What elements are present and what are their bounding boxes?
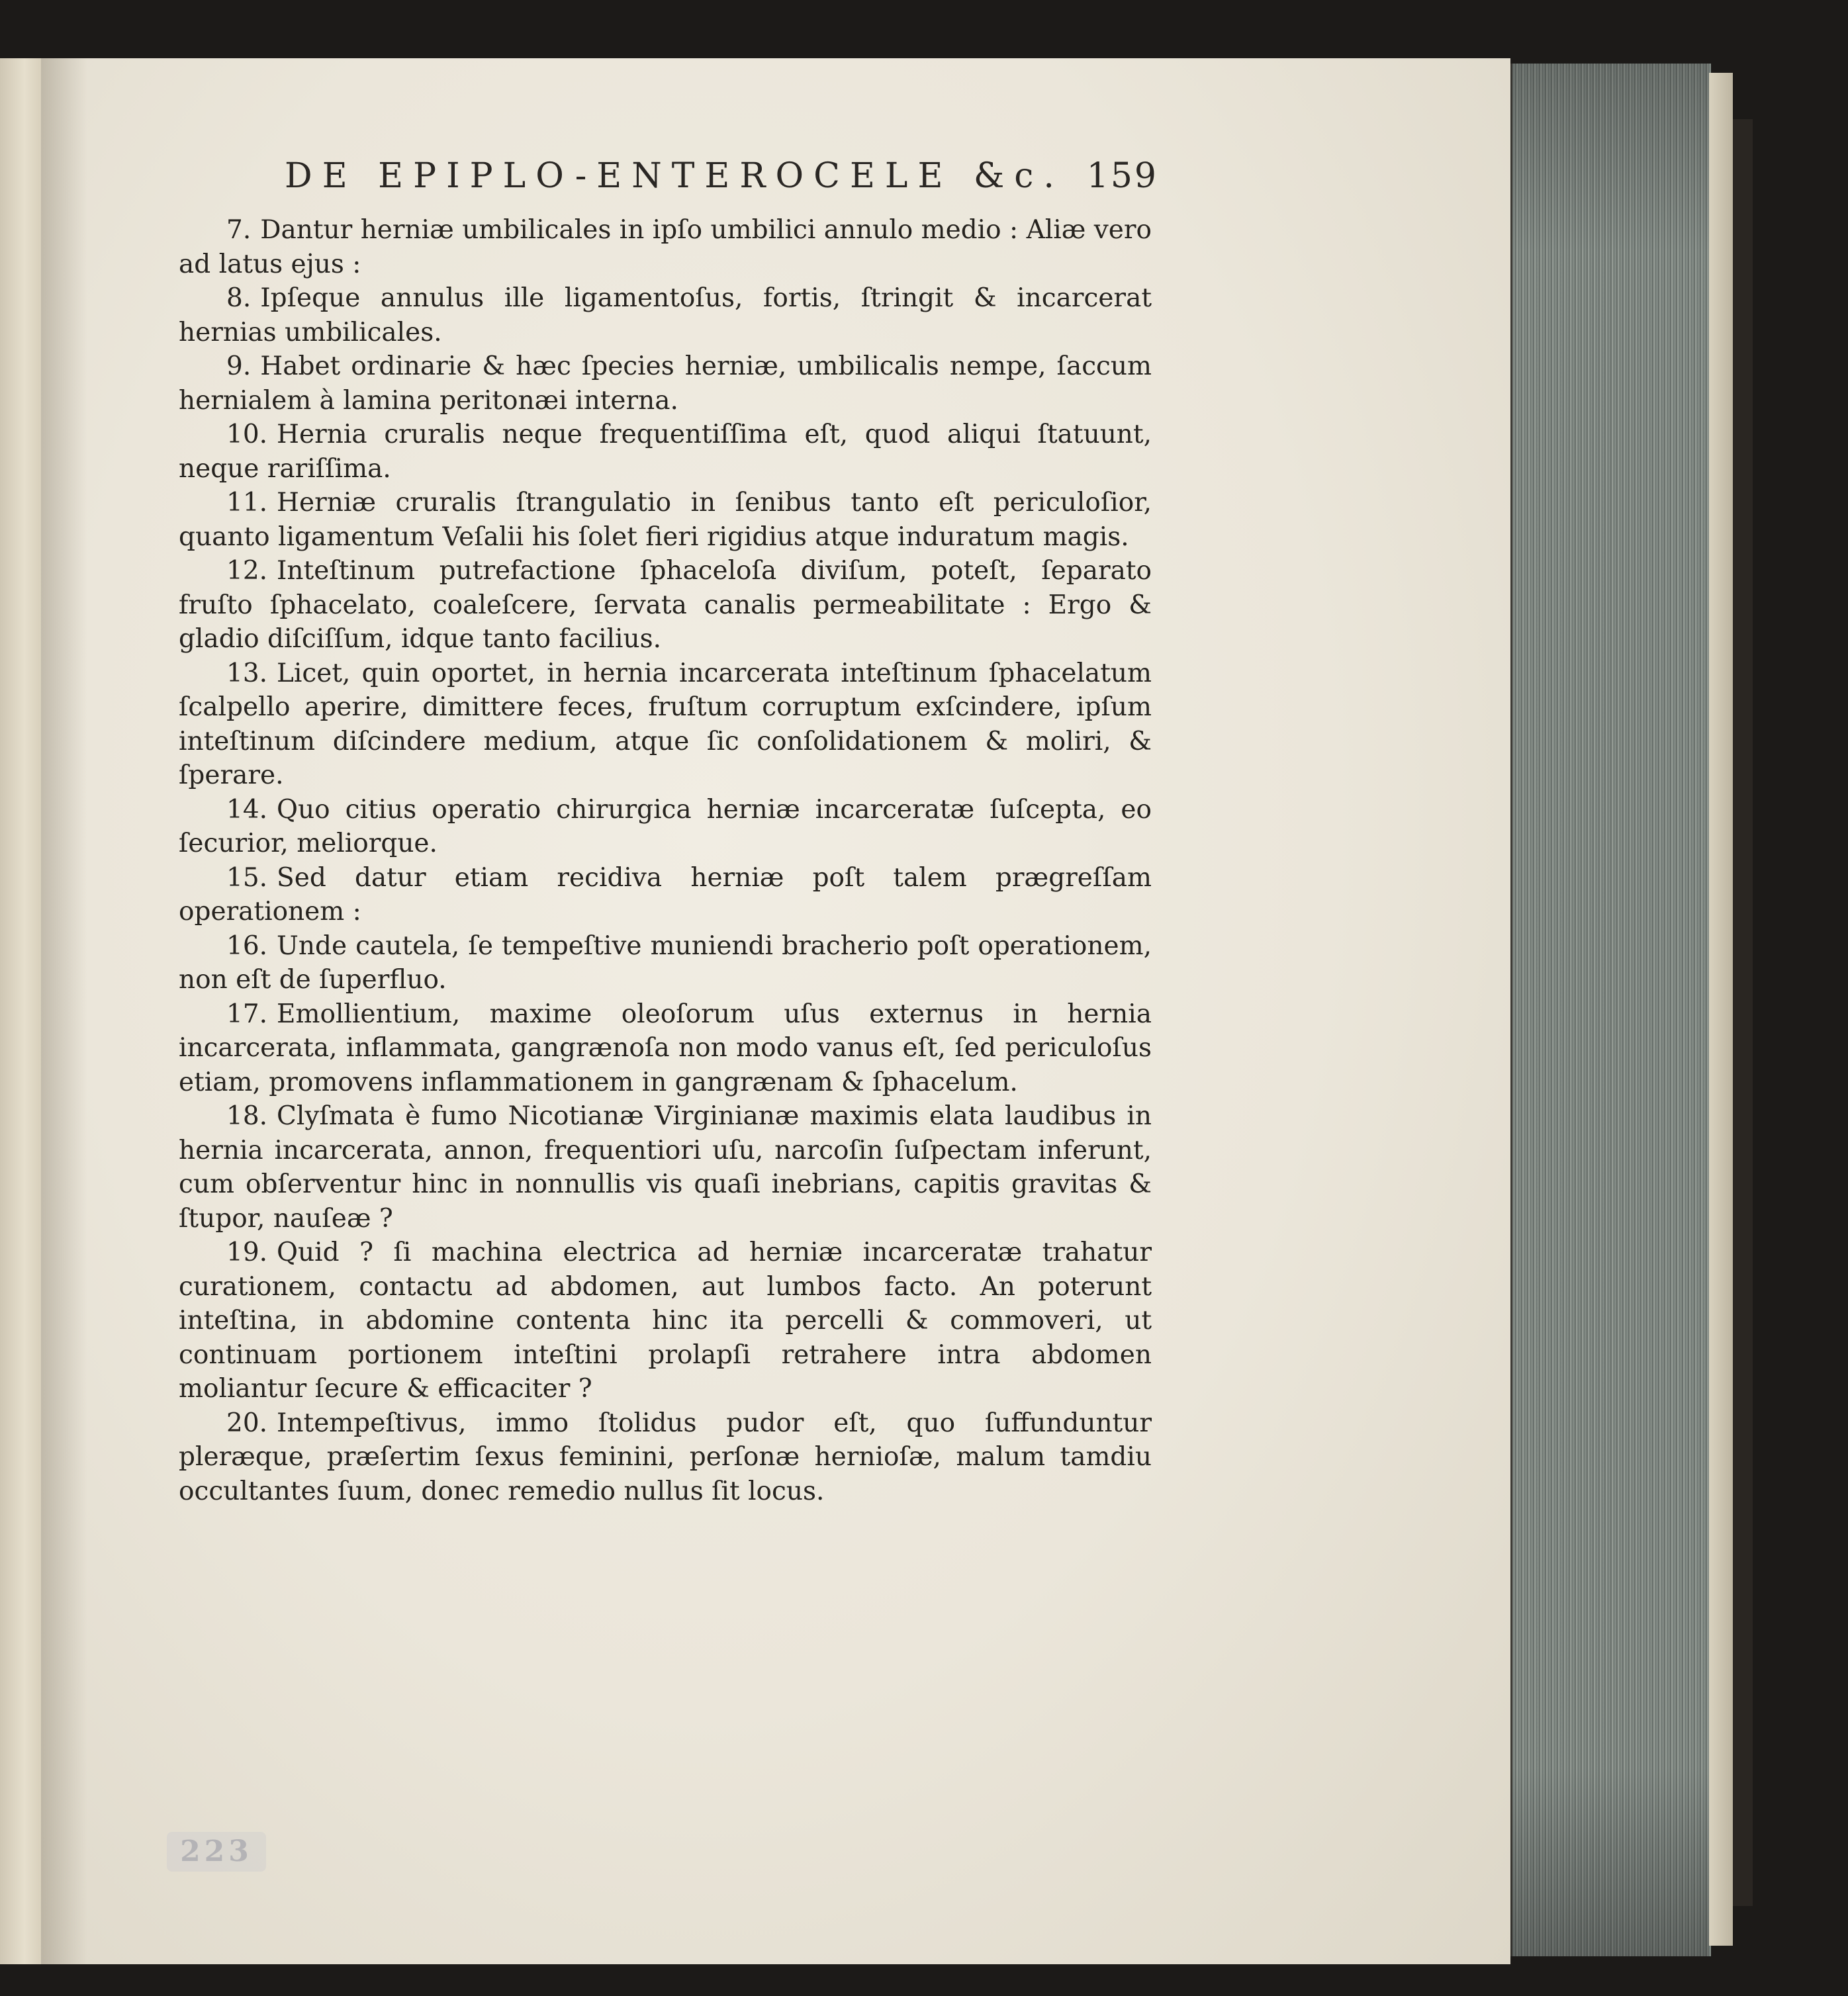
thesis-number: 14. — [226, 794, 268, 825]
thesis-number: 8. — [226, 283, 252, 313]
thesis-paragraph — [179, 657, 1152, 793]
thesis-paragraph — [179, 418, 1152, 486]
thesis-paragraph — [179, 1406, 1152, 1509]
thesis-text: Clyſmata è fumo Nicotianæ Virginianæ maximis elata laudibus in hernia incarcerata, annon, frequentiori uſu, narcoſin ſuſpectam inferunt, cum obſerventur hinc in nonnullis vis quaſi inebrians, capitis gravitas & ſtupor, nauſeæ ? — [179, 1101, 1152, 1234]
thesis-paragraph — [179, 861, 1152, 929]
thesis-text: Hernia cruralis neque frequentiſſima eſt, quod aliqui ſtatuunt, neque rariſſima. — [179, 420, 1152, 484]
page-number: 159 — [1086, 156, 1158, 196]
thesis-text: Herniæ cruralis ſtrangulatio in ſenibus tanto eſt periculoſior, quanto ligamentum Veſalii his ſolet fieri rigidius atque induratum magis. — [179, 488, 1152, 552]
page-gutter-shadow — [41, 58, 87, 1964]
thesis-number: 7. — [226, 215, 252, 245]
running-head-title: DE EPIPLO-ENTEROCELE &c. — [285, 156, 1064, 196]
thesis-text: Quo citius operatio chirurgica herniæ incarceratæ ſuſcepta, eo ſecurior, meliorque. — [179, 794, 1152, 858]
thesis-paragraph — [179, 213, 1152, 281]
thesis-number: 17. — [226, 999, 268, 1029]
thesis-number: 20. — [226, 1408, 268, 1438]
thesis-paragraph — [179, 793, 1152, 861]
thesis-number: 10. — [226, 420, 268, 449]
thesis-number: 19. — [226, 1238, 268, 1267]
thesis-number: 15. — [226, 862, 268, 893]
thesis-text: Sed datur etiam recidiva herniæ poſt talem prægreſſam operationem : — [179, 862, 1152, 927]
thesis-number: 9. — [226, 351, 252, 381]
thesis-paragraph — [179, 349, 1152, 418]
running-head — [285, 156, 1158, 203]
facing-page-edge — [0, 58, 42, 1964]
thesis-text: Unde cautela, ſe tempeſtive muniendi bracherio poſt operationem, non eſt de ſuperfluo. — [179, 930, 1152, 995]
thesis-number: 12. — [226, 556, 268, 586]
cover-spine-shadow — [1733, 119, 1753, 1906]
cover-edge — [1709, 73, 1733, 1946]
thesis-text: Ipſeque annulus ille ligamentoſus, fortis, ſtringit & incarcerat hernias umbilicales. — [179, 283, 1152, 347]
thesis-text: Dantur herniæ umbilicales in ipſo umbilici annulo medio : Aliæ vero ad latus ejus : — [179, 215, 1152, 279]
fore-edge-shadow — [1510, 64, 1709, 1956]
thesis-text: Emollientium, maxime oleoſorum uſus externus in hernia incarcerata, inflammata, gangrænoſa non modo vanus eſt, ſed periculoſus etiam, promovens inflammationem in gangrænam & ſphacelum. — [179, 999, 1152, 1097]
thesis-text: Inteſtinum putrefactione ſphaceloſa diviſum, poteſt, ſeparato fruſto ſphacelato, coaleſcere, ſervata canalis permeabilitate : Ergo & gladio diſciſſum, idque tanto facilius. — [179, 556, 1152, 654]
thesis-paragraph — [179, 554, 1152, 657]
body-text — [179, 213, 1152, 1508]
thesis-text: Quid ? ſi machina electrica ad herniæ incarceratæ trahatur curationem, contactu ad abdomen, aut lumbos facto. An poterunt inteſtina, in abdomine contenta hinc ita percelli & commoveri, ut continuam portionem inteſtini prolapſi retrahere intra abdomen moliantur ſecure & efficaciter ? — [179, 1238, 1152, 1404]
thesis-paragraph — [179, 929, 1152, 997]
thesis-number: 13. — [226, 658, 268, 688]
thesis-text: Intempeſtivus, immo ſtolidus pudor eſt, quo ſuffunduntur pleræque, præſertim ſexus feminini, perſonæ hernioſæ, malum tamdiu occultantes ſuum, donec remedio nullus ſit locus. — [179, 1408, 1152, 1506]
thesis-number: 18. — [226, 1101, 268, 1131]
thesis-paragraph — [179, 486, 1152, 554]
thesis-paragraph — [179, 997, 1152, 1100]
library-stamp: 223 — [167, 1832, 266, 1872]
thesis-text: Licet, quin oportet, in hernia incarcerata inteſtinum ſphacelatum ſcalpello aperire, dimittere feces, fruſtum corruptum exſcindere, ipſum inteſtinum diſcindere medium, atque ſic conſolidationem & moliri, & ſperare. — [179, 658, 1152, 790]
thesis-text: Habet ordinarie & hæc ſpecies herniæ, umbilicalis nempe, ſaccum hernialem à lamina peritonæi interna. — [179, 351, 1152, 416]
thesis-paragraph — [179, 1236, 1152, 1406]
thesis-number: 16. — [226, 930, 268, 961]
thesis-paragraph — [179, 281, 1152, 349]
thesis-paragraph — [179, 1099, 1152, 1236]
thesis-number: 11. — [226, 488, 268, 518]
